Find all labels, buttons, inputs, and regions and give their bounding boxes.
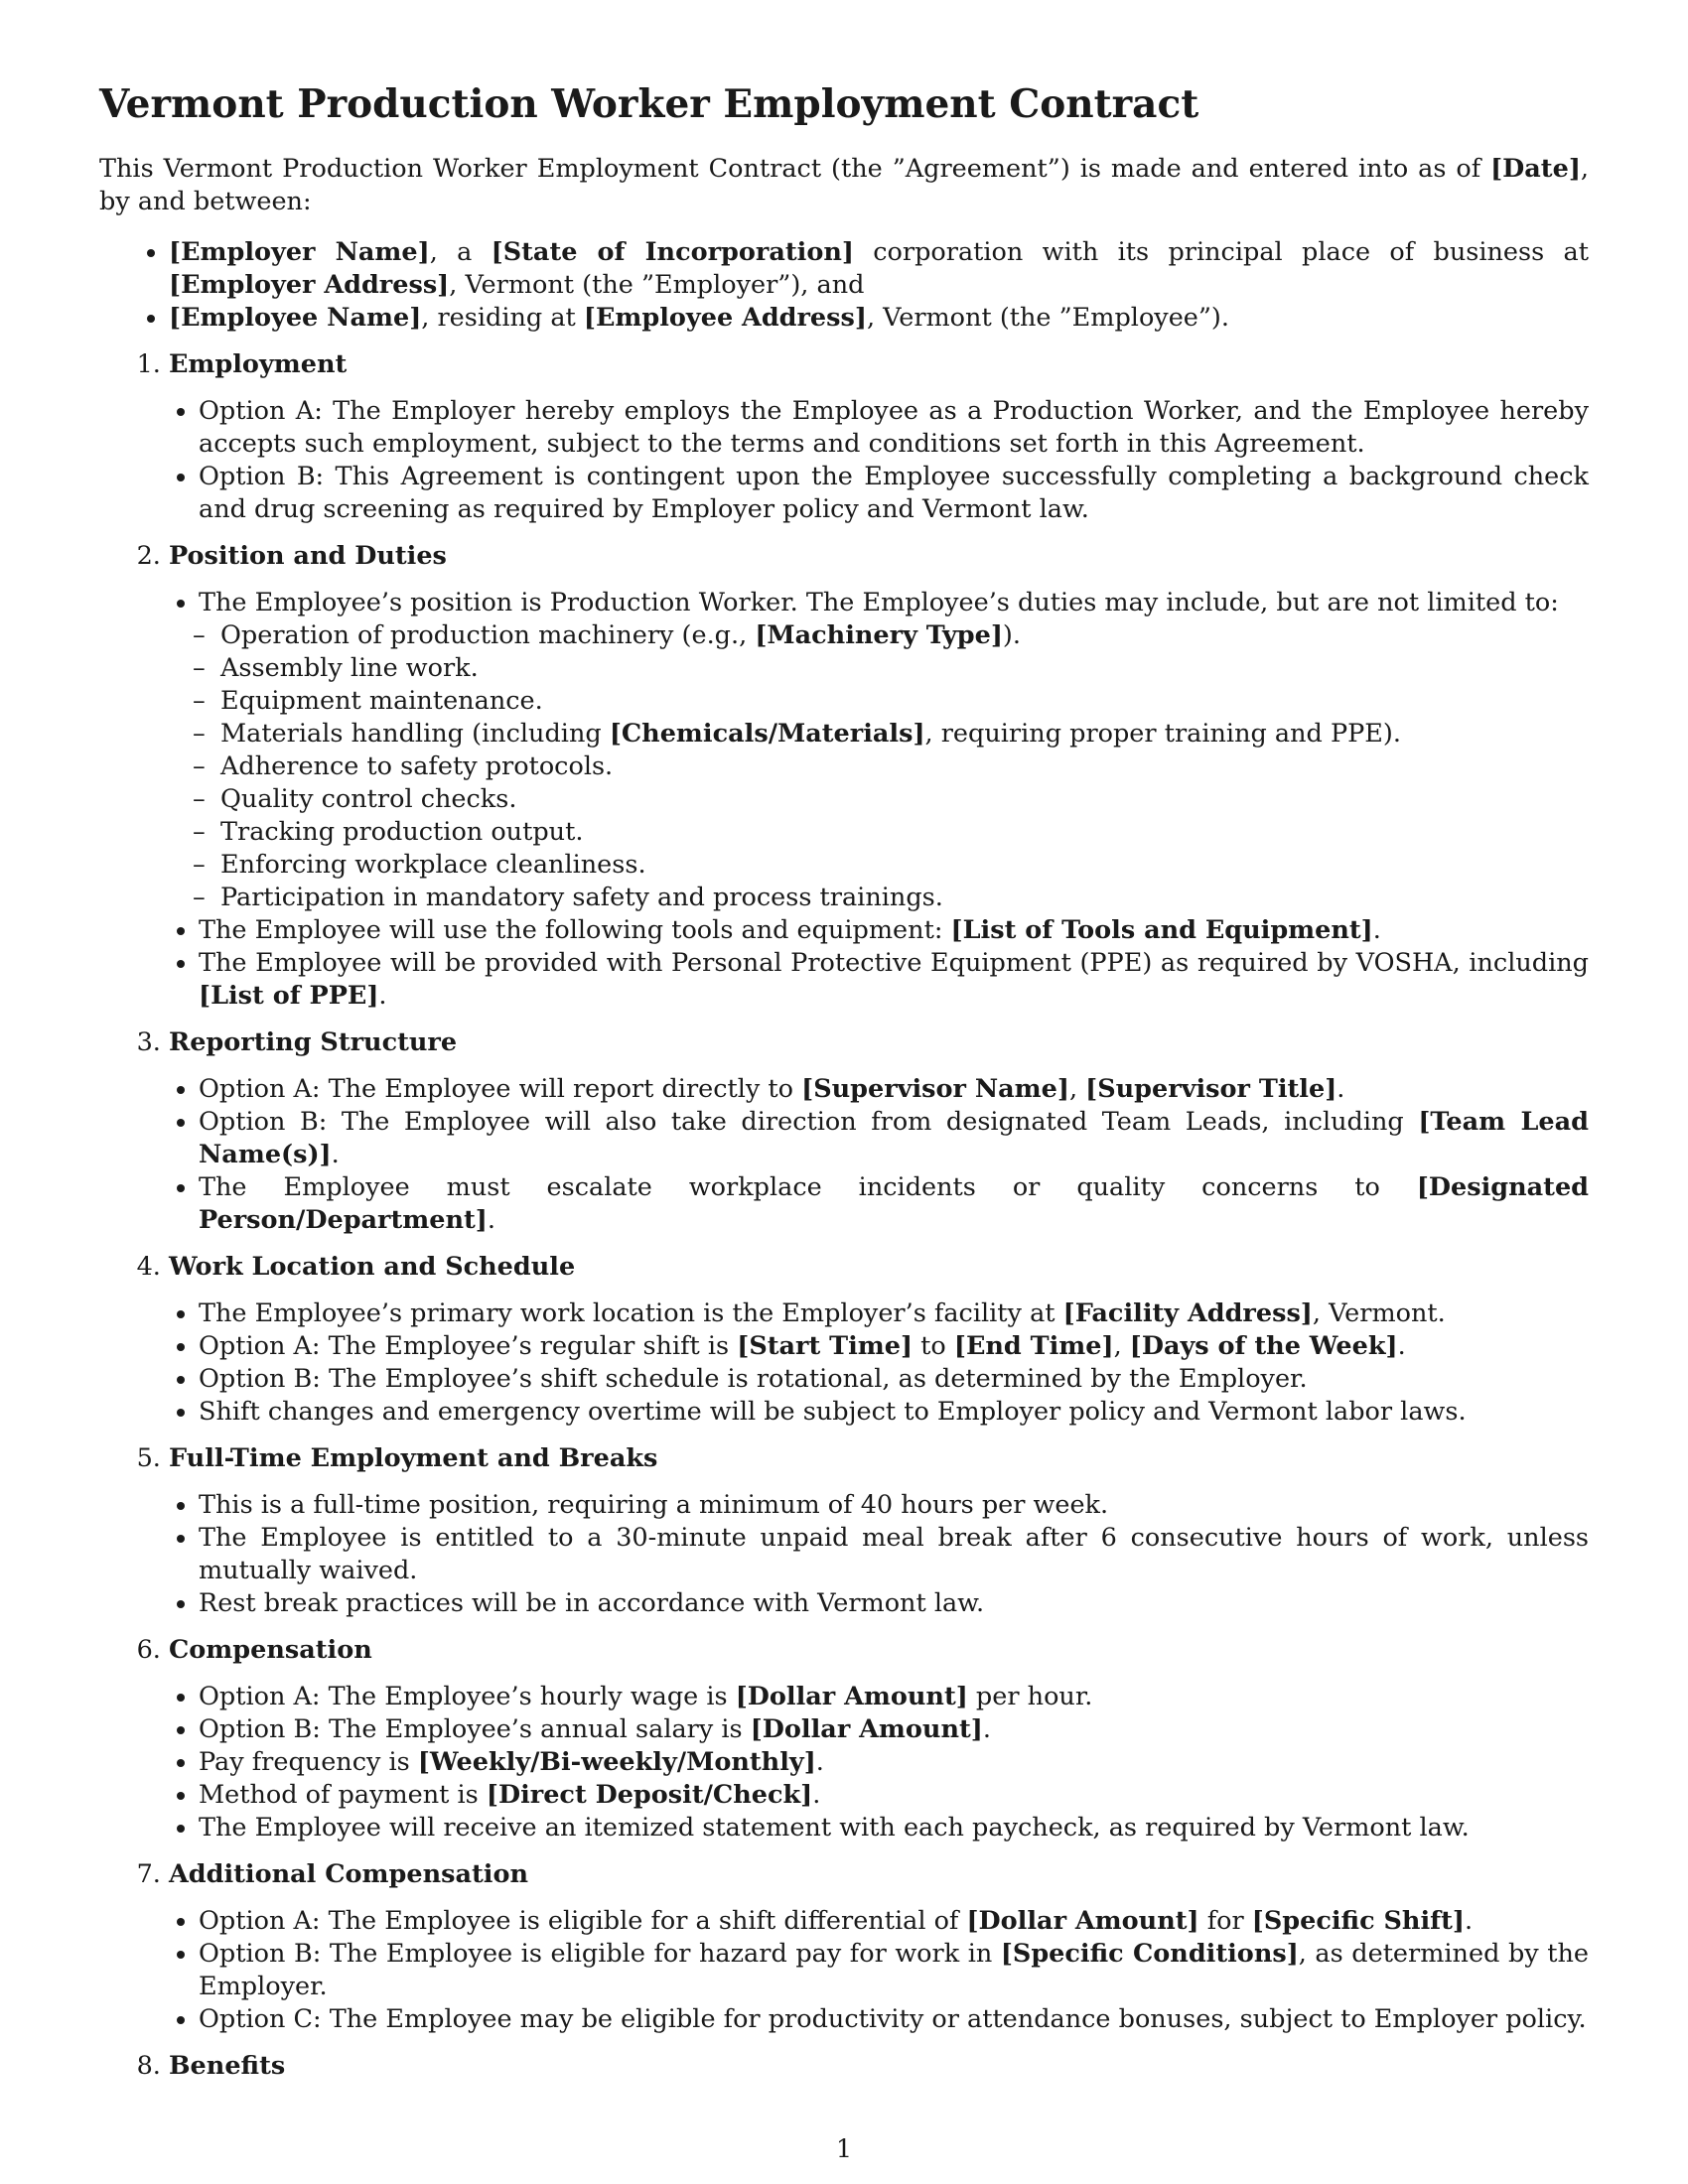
duty-item: – Adherence to safety protocols. [220, 751, 1589, 783]
duty-item: – Participation in mandatory safety and process trainings. [220, 882, 1589, 914]
list-item: • The Employee is entitled to a 30-minute unpaid meal break after 6 consecutive hours of work, unless mutually waived. [199, 1522, 1589, 1587]
list-item: • Option B: The Employee’s annual salary is [Dollar Amount]. [199, 1713, 1589, 1746]
section-title: Compensation [169, 1635, 372, 1665]
party-employee: • [Employee Name], residing at [Employee Address], Vermont (the ”Employee”). [169, 302, 1589, 335]
sections-list [99, 348, 1589, 2097]
list-item: • The Employee must escalate workplace incidents or quality concerns to [Designated Person/Department]. [199, 1171, 1589, 1237]
list-item: • Option A: The Employee will report directly to [Supervisor Name], [Supervisor Title]. [199, 1073, 1589, 1106]
intro-paragraph: This Vermont Production Worker Employment Contract (the ”Agreement”) is made and entered into as of [Date], by and between: [99, 154, 1589, 216]
duty-item: – Equipment maintenance. [220, 685, 1589, 718]
section-full-time-breaks [169, 1442, 1589, 1620]
section-employment [169, 348, 1589, 526]
list-item: • The Employee will receive an itemized statement with each paycheck, as required by Vermont law. [199, 1812, 1589, 1844]
list-item: • The Employee will be provided with Personal Protective Equipment (PPE) as required by VOSHA, including [List of PPE]. [199, 947, 1589, 1013]
section-title: Employment [169, 349, 348, 379]
list-item: • Shift changes and emergency overtime will be subject to Employer policy and Vermont labor laws. [199, 1396, 1589, 1429]
party-employer: • [Employer Name], a [State of Incorporation] corporation with its principal place of business at [Employer Address], Vermont (the ”Employer”), and [169, 236, 1589, 302]
list-item: • The Employee’s primary work location is the Employer’s facility at [Facility Address], Vermont. [199, 1297, 1589, 1330]
section-title: Benefits [169, 2051, 286, 2081]
list-item: • Option A: The Employee’s regular shift is [Start Time] to [End Time], [Days of the Week]. [199, 1330, 1589, 1363]
section-additional-compensation [169, 1858, 1589, 2036]
list-item: • Pay frequency is [Weekly/Bi-weekly/Monthly]. [199, 1746, 1589, 1779]
list-item: • Option B: The Employee will also take direction from designated Team Leads, including [Team Lead Name(s)]. [199, 1106, 1589, 1171]
duty-item: – Materials handling (including [Chemicals/Materials], requiring proper training and PPE). [220, 718, 1589, 751]
section-compensation [169, 1634, 1589, 1844]
list-item: • The Employee’s position is Production Worker. The Employee’s duties may include, but are not limited to: – Operation of production machinery (e.g., [Machinery Type]). – Assembly line work. – Equipment maintenance. – Materials handling (including [Chemicals/Materials], requiring proper training and PPE). – Adherence to safety protocols. – Quality control checks. – Tracking production output. – Enforcing workplace cleanliness. – Participation in mandatory safety and process trainings. [199, 587, 1589, 914]
section-title: Full-Time Employment and Breaks [169, 1443, 658, 1473]
duty-item: – Enforcing workplace cleanliness. [220, 849, 1589, 882]
section-title: Work Location and Schedule [169, 1252, 576, 1282]
section-position-duties [169, 540, 1589, 1013]
duty-item: – Assembly line work. [220, 652, 1589, 685]
date-placeholder: [Date] [1490, 154, 1581, 184]
list-item: • Option A: The Employee is eligible for a shift differential of [Dollar Amount] for [Specific Shift]. [199, 1905, 1589, 1938]
section-title: Additional Compensation [169, 1859, 529, 1889]
duty-item: – Quality control checks. [220, 783, 1589, 816]
duty-item: – Tracking production output. [220, 816, 1589, 849]
list-item: • Option A: The Employee’s hourly wage is [Dollar Amount] per hour. [199, 1681, 1589, 1713]
document-title: Vermont Production Worker Employment Contract [99, 81, 1199, 127]
list-item: • Option B: The Employee’s shift schedule is rotational, as determined by the Employer. [199, 1363, 1589, 1396]
list-item: • Method of payment is [Direct Deposit/Check]. [199, 1779, 1589, 1812]
section-title: Reporting Structure [169, 1027, 458, 1057]
section-work-location-schedule [169, 1251, 1589, 1429]
document-page [99, 81, 1589, 2111]
list-item: • The Employee will use the following tools and equipment: [List of Tools and Equipment]. [199, 914, 1589, 947]
list-item: • Option C: The Employee may be eligible for productivity or attendance bonuses, subject to Employer policy. [199, 2003, 1589, 2036]
list-item: • Option B: This Agreement is contingent upon the Employee successfully completing a background check and drug screening as required by Employer policy and Vermont law. [199, 461, 1589, 526]
list-item: • Rest break practices will be in accordance with Vermont law. [199, 1587, 1589, 1620]
section-title: Position and Duties [169, 541, 447, 571]
section-reporting-structure [169, 1026, 1589, 1237]
list-item: • This is a full-time position, requiring a minimum of 40 hours per week. [199, 1489, 1589, 1522]
duties-list [199, 619, 1589, 914]
list-item: • Option A: The Employer hereby employs the Employee as a Production Worker, and the Employee hereby accepts such employment, subject to the terms and conditions set forth in this Agreement. [199, 395, 1589, 461]
page-number: 1 [835, 2134, 853, 2164]
section-benefits [169, 2050, 1589, 2097]
parties-list [99, 236, 1589, 335]
duty-item: – Operation of production machinery (e.g., [Machinery Type]). [220, 619, 1589, 652]
list-item: • Option B: The Employee is eligible for hazard pay for work in [Specific Conditions], as determined by the Employer. [199, 1938, 1589, 2003]
